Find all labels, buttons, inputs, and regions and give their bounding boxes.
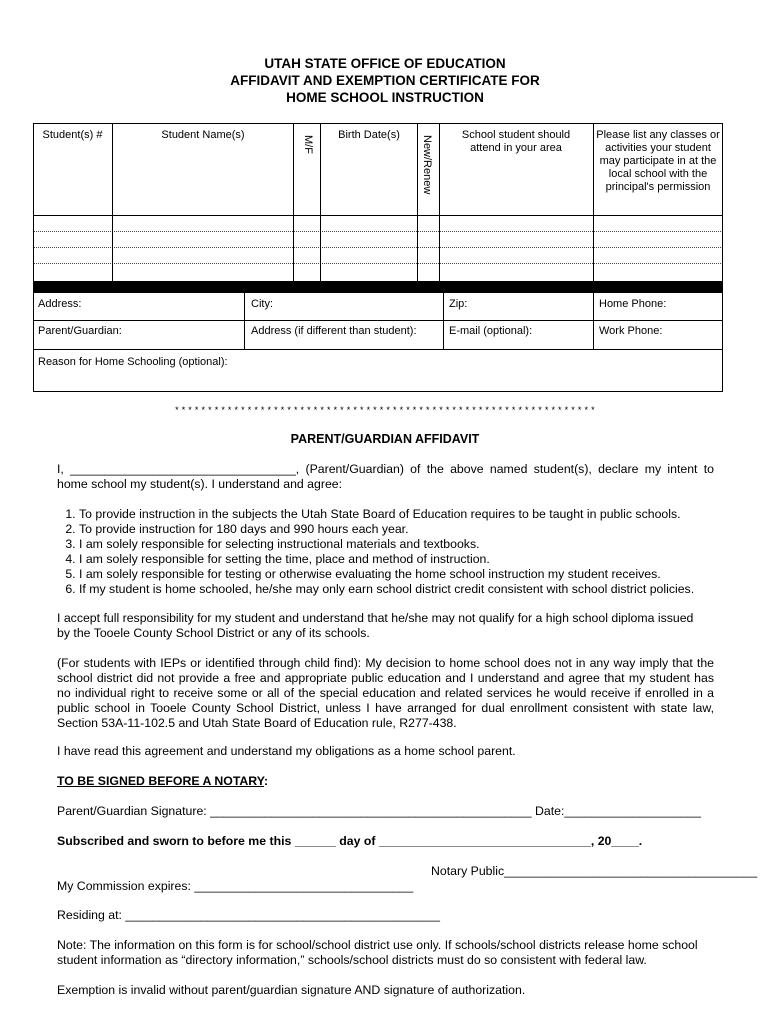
list-item: 2. To provide instruction for 180 days and 990 hours each year.: [79, 522, 739, 537]
affidavit-title: PARENT/GUARDIAN AFFIDAVIT: [290, 432, 480, 446]
notary-public-line[interactable]: Notary Public_____________________________________: [431, 864, 758, 878]
signature-date-line[interactable]: Parent/Guardian Signature: _______________________________________________ Date:____________________: [57, 804, 702, 818]
responsibility-statement: I accept full responsibility for my student and understand that he/she may not qualify for a high school diploma issued by the Tooele County School District or any of its schools.: [57, 611, 694, 640]
exemption-notice: Exemption is invalid without parent/guardian signature AND signature of authorization.: [57, 983, 526, 997]
student-row-2[interactable]: [34, 232, 722, 247]
subscribed-sworn-line[interactable]: Subscribed and sworn to before me this ______ day of _______________________________, 20____.: [57, 834, 643, 848]
city-field[interactable]: City:: [251, 298, 273, 310]
work-phone-field[interactable]: Work Phone:: [599, 325, 663, 337]
alt-address-field[interactable]: Address (if different than student):: [251, 325, 417, 337]
iep-statement: (For students with IEPs or identified through child find): My decision to home school does not in any way imply that the school district did not provide a free and appropriate public education and I understand and agree that my student has no individual right to receive some or all of the special education and related services he would receive if enrolled in a public school in Tooele County School District, unless I have arranged for dual enrollment consistent with state law, Section 53A-11-102.5 and Utah State Board of Education rule, R277-438.: [57, 656, 714, 730]
notary-heading: [57, 774, 714, 789]
separator-asterisks: * * * * * * * * * * * * * * * * * * * * * * * * * * * * * * * * * * * * * * * * * * * * * * * * * * * * * * * * * * * * * * * *: [175, 405, 595, 415]
col-new-renew: New/Renew: [421, 135, 433, 195]
form-title-line-3: HOME SCHOOL INSTRUCTION: [286, 90, 484, 105]
list-item: 1. To provide instruction in the subjects the Utah State Board of Education requires to be taught in public schools.: [79, 507, 739, 522]
home-phone-field[interactable]: Home Phone:: [599, 298, 667, 310]
address-field[interactable]: Address:: [38, 298, 82, 310]
col-student-number: Student(s) #: [42, 129, 103, 141]
directory-info-note: Note: The information on this form is for school/school district use only. If schools/school districts release home school student information as “directory information,” schools/school districts must do so consistent with federal law.: [57, 938, 698, 967]
zip-field[interactable]: Zip:: [449, 298, 468, 310]
form-title-line-2: AFFIDAVIT AND EXEMPTION CERTIFICATE FOR: [230, 73, 540, 88]
notary-heading-text: TO BE SIGNED BEFORE A NOTARY: [57, 774, 265, 788]
list-item: 5. I am solely responsible for testing or otherwise evaluating the home school instruction my student receives.: [79, 567, 739, 582]
student-table: [33, 123, 723, 281]
col-school-area: School student should attend in your area: [461, 129, 571, 154]
col-birth-date: Birth Date(s): [338, 129, 400, 141]
contact-table: [33, 293, 723, 392]
affidavit-intro: I, _________________________________, (Parent/Guardian) of the above named student(s), declare my intent to home school my student(s). I understand and agree:: [57, 462, 714, 491]
section-divider-bar: [33, 281, 723, 293]
student-row-4[interactable]: [34, 264, 722, 280]
form-title-line-1: UTAH STATE OFFICE OF EDUCATION: [264, 56, 506, 71]
parent-guardian-field[interactable]: Parent/Guardian:: [38, 325, 122, 337]
read-agreement-statement: I have read this agreement and understand my obligations as a home school parent.: [57, 744, 516, 758]
notary-heading-colon: :: [264, 774, 269, 788]
list-item: 4. I am solely responsible for setting the time, place and method of instruction.: [79, 552, 739, 567]
commission-expires-line[interactable]: My Commission expires: ________________________________: [57, 879, 414, 893]
email-field[interactable]: E-mail (optional):: [449, 325, 533, 337]
col-mf: M/F: [302, 135, 314, 154]
col-student-name: Student Name(s): [161, 129, 245, 141]
affidavit-list: [57, 507, 739, 597]
student-row-1[interactable]: [34, 216, 722, 231]
student-row-3[interactable]: [34, 248, 722, 263]
residing-at-line[interactable]: Residing at: ______________________________________________: [57, 908, 440, 922]
list-item: 6. If my student is home schooled, he/she may only earn school district credit consistent with school district policies.: [79, 582, 739, 597]
list-item: 3. I am solely responsible for selecting instructional materials and textbooks.: [79, 537, 739, 552]
col-classes-activities: Please list any classes or activities your student may participate in at the local school with the principal's permission: [596, 129, 720, 193]
reason-field[interactable]: Reason for Home Schooling (optional):: [38, 356, 228, 368]
